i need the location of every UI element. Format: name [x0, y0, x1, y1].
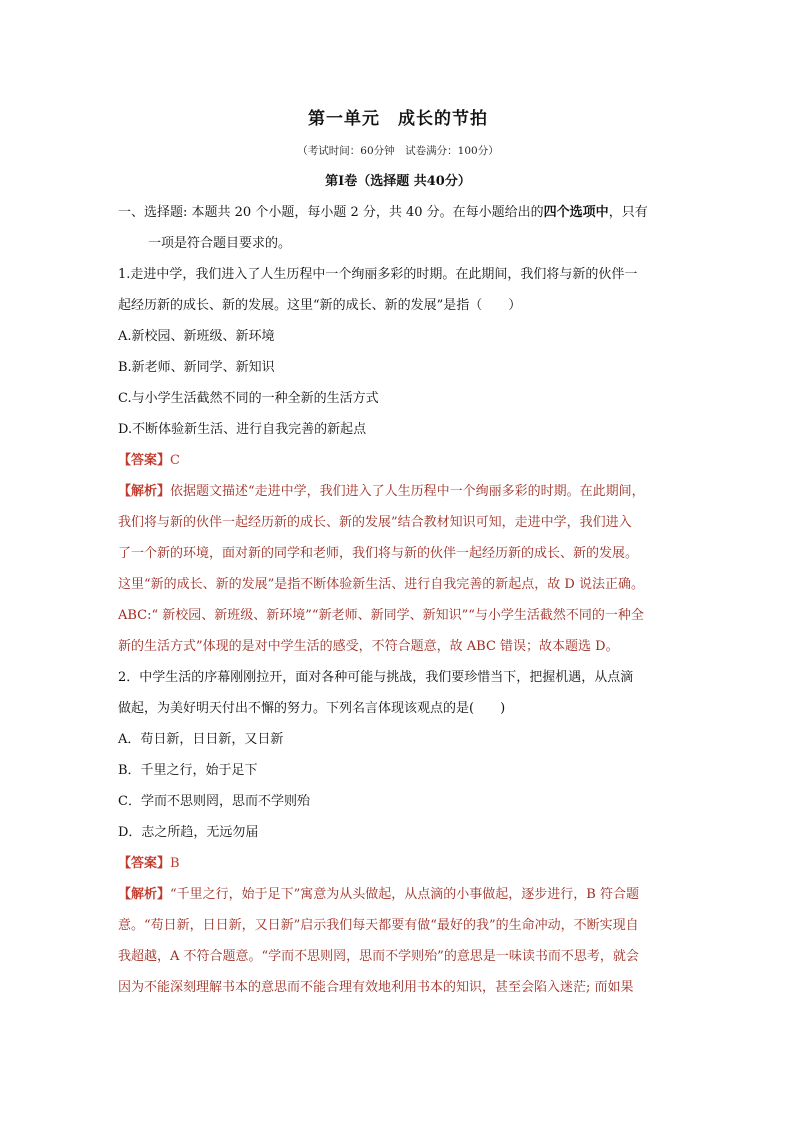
- q1-analysis-tag: 【解析】: [118, 484, 171, 499]
- q1-analysis-line-1: [118, 476, 678, 507]
- q2-analysis-tag: 【解析】: [118, 887, 171, 902]
- q1-stem-line-2: 起经历新的成长、新的发展。这里“新的成长、新的发展”是指（ ）: [118, 298, 522, 313]
- q2-option-a: A．苟日新，日日新，又日新: [118, 732, 284, 747]
- exam-info: （考试时间：60分钟 试卷满分：100分）: [297, 145, 499, 157]
- q1-option-a: A.新校园、新班级、新环境: [118, 329, 275, 344]
- q1-analysis-line-6: 新的生活方式”体现的是对中学生活的感受，不符合题意，故 ABC 错误；故本题选 D。: [118, 639, 619, 654]
- q2-analysis-line-2: 意。“苟日新，日日新，又日新”启示我们每天都要有做“最好的我”的生命冲动，不断实现自: [118, 918, 639, 933]
- instructions-line-1: [118, 197, 678, 228]
- q1-analysis-line-3: 了一个新的环境，面对新的同学和老师，我们将与新的伙伴一起经历新的成长、新的发展。: [118, 546, 639, 561]
- q2-answer: [118, 848, 678, 879]
- q1-analysis-line-4: 这里“新的成长、新的发展”是指不断体验新生活、进行自我完善的新起点，故 D 说法正确。: [118, 577, 644, 592]
- q1-answer-value: C: [170, 453, 180, 468]
- q2-stem-line-1: 2．中学生活的序幕刚刚拉开，面对各种可能与挑战，我们要珍惜当下，把握机遇，从点滴: [118, 670, 634, 685]
- q2-analysis-line-4: 因为不能深刻理解书本的意思而不能合理有效地利用书本的知识，甚至会陷入迷茫; 而如果: [118, 980, 634, 995]
- q1-analysis-text: 依据题文描述“走进中学，我们进入了人生历程中一个绚丽多彩的时期。在此期间，: [170, 484, 645, 499]
- q1-option-d: D.不断体验新生活、进行自我完善的新起点: [118, 422, 367, 437]
- q1-analysis-line-5: ABC:“ 新校园、新班级、新环境”“新老师、新同学、新知识”“与小学生活截然不同的一种全: [118, 608, 644, 623]
- q2-answer-value: B: [170, 856, 180, 871]
- q2-option-b: B．千里之行，始于足下: [118, 763, 258, 778]
- q2-stem-line-2: 做起，为美好明天付出不懈的努力。下列名言体现该观点的是( ): [118, 701, 506, 716]
- instructions-text-end: ，只有: [608, 205, 648, 220]
- instructions-line-2: 一项是符合题目要求的。: [148, 236, 292, 251]
- instructions-bold: 四个选项中: [543, 205, 609, 220]
- q2-answer-tag: 【答案】: [118, 856, 171, 871]
- section-title: 第Ⅰ卷（选择题 共40分）: [325, 174, 471, 189]
- q1-answer: [118, 445, 678, 476]
- page-title: 第一单元 成长的节拍: [308, 109, 488, 129]
- q2-analysis-text: “千里之行，始于足下”寓意为从头做起，从点滴的小事做起，逐步进行，B 符合题: [170, 887, 639, 902]
- instructions-text: 一、选择题: 本题共 20 个小题，每小题 2 分，共 40 分。在每小题给出的: [118, 205, 544, 220]
- q1-answer-tag: 【答案】: [118, 453, 171, 468]
- q2-option-c: C．学而不思则罔，思而不学则殆: [118, 794, 310, 809]
- document-content: [118, 104, 678, 1003]
- q1-analysis-line-2: 我们将与新的伙伴一起经历新的成长、新的发展”结合教材知识可知，走进中学，我们进入: [118, 515, 632, 530]
- q1-stem-line-1: 1.走进中学，我们进入了人生历程中一个绚丽多彩的时期。在此期间，我们将与新的伙伴一: [118, 267, 638, 282]
- q1-option-b: B.新老师、新同学、新知识: [118, 360, 275, 375]
- q1-option-c: C.与小学生活截然不同的一种全新的生活方式: [118, 391, 379, 406]
- q2-option-d: D．志之所趋，无远勿届: [118, 825, 259, 840]
- q2-analysis-line-3: 我超越，A 不符合题意。“学而不思则罔，思而不学则殆”的意思是一味读书而不思考，就会: [118, 949, 639, 964]
- q2-analysis-line-1: [118, 879, 678, 910]
